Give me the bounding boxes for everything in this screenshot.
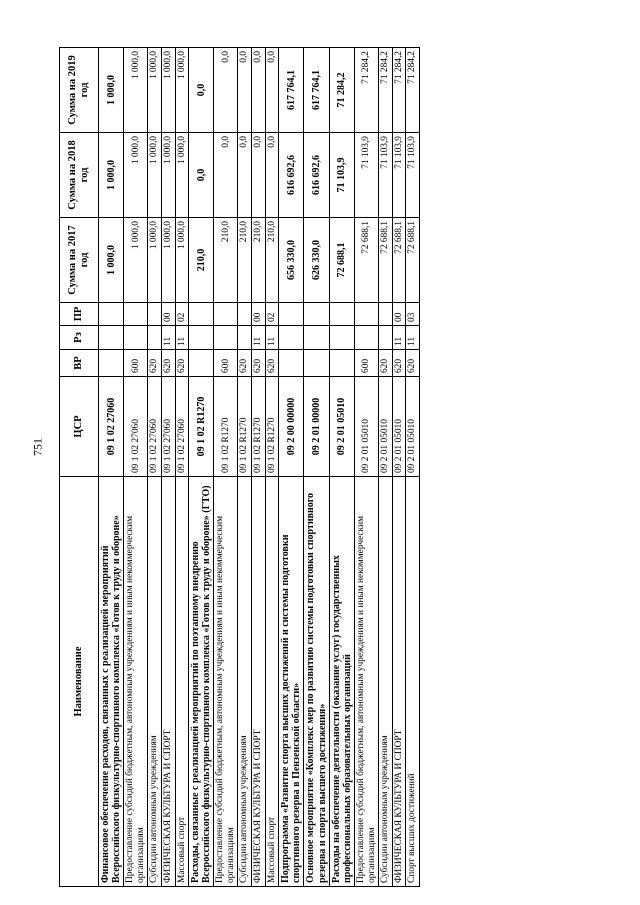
cell-csr: 09 2 01 05010 bbox=[355, 377, 379, 477]
cell-sum-2018: 1 000,0 bbox=[99, 133, 124, 218]
cell-name: Финансовое обеспечение расходов, связанных с реализацией мероприятий Всероссийского физкультурно-спортивного комплекса «Готов к труду и обороне» bbox=[99, 477, 124, 887]
cell-sum-2017: 72 688,1 bbox=[406, 218, 420, 303]
table-row bbox=[304, 48, 329, 887]
table-row bbox=[252, 48, 266, 887]
cell-rz bbox=[189, 326, 214, 350]
cell-rz bbox=[355, 326, 379, 350]
cell-sum-2017: 72 688,1 bbox=[329, 218, 354, 303]
cell-sum-2018: 1 000,0 bbox=[124, 133, 148, 218]
cell-pr: 02 bbox=[265, 303, 279, 326]
cell-sum-2019: 1 000,0 bbox=[175, 48, 189, 133]
cell-csr: 09 1 02 27060 bbox=[99, 377, 124, 477]
cell-csr: 09 1 02 R1270 bbox=[189, 377, 214, 477]
cell-sum-2017: 210,0 bbox=[189, 218, 214, 303]
table-row bbox=[189, 48, 214, 887]
table-row bbox=[406, 48, 420, 887]
cell-pr: 02 bbox=[175, 303, 189, 326]
cell-rz bbox=[329, 326, 354, 350]
cell-name: ФИЗИЧЕСКАЯ КУЛЬТУРА И СПОРТ bbox=[161, 477, 175, 887]
cell-sum-2018: 0,0 bbox=[252, 133, 266, 218]
cell-name: Предоставление субсидий бюджетным, автономным учреждениям и иным некоммерческим организациям bbox=[214, 477, 238, 887]
cell-rz: 11 bbox=[392, 326, 406, 350]
cell-pr bbox=[99, 303, 124, 326]
cell-sum-2018: 616 692,6 bbox=[279, 133, 304, 218]
cell-sum-2017: 72 688,1 bbox=[355, 218, 379, 303]
cell-sum-2018: 71 103,9 bbox=[392, 133, 406, 218]
table-row bbox=[329, 48, 354, 887]
cell-csr: 09 1 02 R1270 bbox=[252, 377, 266, 477]
cell-rz bbox=[304, 326, 329, 350]
cell-vr: 620 bbox=[379, 350, 393, 377]
cell-vr: 620 bbox=[148, 350, 162, 377]
cell-sum-2019: 0,0 bbox=[214, 48, 238, 133]
cell-sum-2019: 617 764,1 bbox=[279, 48, 304, 133]
cell-pr bbox=[279, 303, 304, 326]
cell-pr bbox=[124, 303, 148, 326]
table-row bbox=[279, 48, 304, 887]
cell-csr: 09 2 01 00000 bbox=[304, 377, 329, 477]
header-sum-2018: Сумма на 2018 год bbox=[60, 133, 99, 218]
cell-vr: 620 bbox=[406, 350, 420, 377]
cell-sum-2017: 626 330,0 bbox=[304, 218, 329, 303]
header-rz: Рз bbox=[60, 326, 99, 350]
cell-sum-2019: 71 284,2 bbox=[379, 48, 393, 133]
cell-name: Подпрограмма «Развитие спорта высших достижений и системы подготовки спортивного резерва в Пензенской области» bbox=[279, 477, 304, 887]
cell-sum-2018: 0,0 bbox=[214, 133, 238, 218]
cell-csr: 09 2 01 05010 bbox=[406, 377, 420, 477]
page-number: 751 bbox=[30, 438, 45, 456]
cell-rz bbox=[214, 326, 238, 350]
cell-name: Субсидии автономным учреждениям bbox=[148, 477, 162, 887]
cell-rz: 11 bbox=[265, 326, 279, 350]
cell-pr: 00 bbox=[161, 303, 175, 326]
cell-vr: 620 bbox=[252, 350, 266, 377]
table-row bbox=[238, 48, 252, 887]
cell-csr: 09 2 01 05010 bbox=[329, 377, 354, 477]
cell-pr bbox=[189, 303, 214, 326]
cell-sum-2017: 1 000,0 bbox=[124, 218, 148, 303]
cell-sum-2018: 616 692,6 bbox=[304, 133, 329, 218]
cell-csr: 09 1 02 27060 bbox=[148, 377, 162, 477]
table-row bbox=[392, 48, 406, 887]
table-row bbox=[214, 48, 238, 887]
table-row bbox=[175, 48, 189, 887]
cell-sum-2018: 71 103,9 bbox=[329, 133, 354, 218]
cell-rz: 11 bbox=[175, 326, 189, 350]
table-row bbox=[355, 48, 379, 887]
cell-vr bbox=[99, 350, 124, 377]
table-body bbox=[99, 48, 420, 887]
table-row bbox=[265, 48, 279, 887]
cell-rz: 11 bbox=[252, 326, 266, 350]
cell-vr: 620 bbox=[265, 350, 279, 377]
table-row bbox=[379, 48, 393, 887]
cell-name: Субсидии автономным учреждениям bbox=[379, 477, 393, 887]
cell-vr: 620 bbox=[175, 350, 189, 377]
cell-pr bbox=[238, 303, 252, 326]
header-name: Наименование bbox=[60, 477, 99, 887]
cell-pr: 00 bbox=[392, 303, 406, 326]
cell-sum-2017: 210,0 bbox=[252, 218, 266, 303]
cell-name: Предоставление субсидий бюджетным, автономным учреждениям и иным некоммерческим организациям bbox=[355, 477, 379, 887]
table-row bbox=[99, 48, 124, 887]
budget-table bbox=[59, 47, 420, 887]
cell-name: Расходы, связанные с реализацией мероприятий по поэтапному внедрению Всероссийского физкультурно-спортивного комплекса «Готов к труду и обороне» (ГТО) bbox=[189, 477, 214, 887]
cell-sum-2019: 71 284,2 bbox=[392, 48, 406, 133]
cell-name: Предоставление субсидий бюджетным, автономным учреждениям и иным некоммерческим организациям bbox=[124, 477, 148, 887]
cell-csr: 09 1 02 R1270 bbox=[214, 377, 238, 477]
table-row bbox=[161, 48, 175, 887]
cell-sum-2018: 1 000,0 bbox=[175, 133, 189, 218]
cell-name: ФИЗИЧЕСКАЯ КУЛЬТУРА И СПОРТ bbox=[252, 477, 266, 887]
rotated-page-content bbox=[59, 49, 579, 887]
cell-sum-2017: 72 688,1 bbox=[379, 218, 393, 303]
cell-pr bbox=[355, 303, 379, 326]
cell-sum-2019: 617 764,1 bbox=[304, 48, 329, 133]
cell-pr bbox=[148, 303, 162, 326]
cell-pr bbox=[329, 303, 354, 326]
cell-sum-2017: 1 000,0 bbox=[148, 218, 162, 303]
cell-sum-2017: 72 688,1 bbox=[392, 218, 406, 303]
cell-sum-2019: 0,0 bbox=[252, 48, 266, 133]
cell-rz bbox=[124, 326, 148, 350]
cell-sum-2017: 210,0 bbox=[238, 218, 252, 303]
cell-sum-2017: 1 000,0 bbox=[175, 218, 189, 303]
cell-rz bbox=[379, 326, 393, 350]
cell-name: ФИЗИЧЕСКАЯ КУЛЬТУРА И СПОРТ bbox=[392, 477, 406, 887]
cell-pr: 03 bbox=[406, 303, 420, 326]
cell-vr: 600 bbox=[124, 350, 148, 377]
header-sum-2017: Сумма на 2017 год bbox=[60, 218, 99, 303]
cell-csr: 09 2 01 05010 bbox=[392, 377, 406, 477]
cell-name: Массовый спорт bbox=[175, 477, 189, 887]
cell-csr: 09 2 00 00000 bbox=[279, 377, 304, 477]
cell-sum-2019: 1 000,0 bbox=[99, 48, 124, 133]
cell-sum-2019: 71 284,2 bbox=[406, 48, 420, 133]
cell-name: Субсидии автономным учреждениям bbox=[238, 477, 252, 887]
cell-pr bbox=[304, 303, 329, 326]
table-row bbox=[124, 48, 148, 887]
cell-csr: 09 1 02 27060 bbox=[161, 377, 175, 477]
cell-sum-2017: 210,0 bbox=[265, 218, 279, 303]
cell-sum-2019: 0,0 bbox=[189, 48, 214, 133]
cell-csr: 09 1 02 27060 bbox=[124, 377, 148, 477]
cell-sum-2017: 1 000,0 bbox=[161, 218, 175, 303]
cell-sum-2018: 0,0 bbox=[238, 133, 252, 218]
cell-sum-2018: 0,0 bbox=[265, 133, 279, 218]
cell-sum-2019: 1 000,0 bbox=[124, 48, 148, 133]
cell-vr bbox=[329, 350, 354, 377]
cell-pr bbox=[379, 303, 393, 326]
cell-sum-2019: 0,0 bbox=[265, 48, 279, 133]
cell-pr: 00 bbox=[252, 303, 266, 326]
cell-sum-2017: 1 000,0 bbox=[99, 218, 124, 303]
cell-vr: 620 bbox=[161, 350, 175, 377]
cell-rz bbox=[148, 326, 162, 350]
cell-csr: 09 1 02 27060 bbox=[175, 377, 189, 477]
cell-rz bbox=[279, 326, 304, 350]
table-header-row bbox=[60, 48, 99, 887]
cell-rz bbox=[99, 326, 124, 350]
cell-sum-2017: 210,0 bbox=[214, 218, 238, 303]
cell-csr: 09 2 01 05010 bbox=[379, 377, 393, 477]
cell-sum-2018: 71 103,9 bbox=[355, 133, 379, 218]
cell-vr bbox=[189, 350, 214, 377]
cell-sum-2018: 1 000,0 bbox=[161, 133, 175, 218]
cell-rz bbox=[238, 326, 252, 350]
cell-vr: 600 bbox=[355, 350, 379, 377]
cell-sum-2019: 0,0 bbox=[238, 48, 252, 133]
table-row bbox=[148, 48, 162, 887]
cell-name: Массовый спорт bbox=[265, 477, 279, 887]
cell-vr bbox=[304, 350, 329, 377]
cell-rz: 11 bbox=[406, 326, 420, 350]
header-sum-2019: Сумма на 2019 год bbox=[60, 48, 99, 133]
cell-csr: 09 1 02 R1270 bbox=[265, 377, 279, 477]
cell-pr bbox=[214, 303, 238, 326]
cell-sum-2018: 0,0 bbox=[189, 133, 214, 218]
cell-sum-2019: 71 284,2 bbox=[329, 48, 354, 133]
cell-rz: 11 bbox=[161, 326, 175, 350]
cell-sum-2018: 1 000,0 bbox=[148, 133, 162, 218]
cell-name: Расходы на обеспечение деятельности (оказание услуг) государственных профессиональных образовательных организаций bbox=[329, 477, 354, 887]
cell-vr: 600 bbox=[214, 350, 238, 377]
header-vr: ВР bbox=[60, 350, 99, 377]
cell-sum-2018: 71 103,9 bbox=[379, 133, 393, 218]
cell-sum-2019: 1 000,0 bbox=[148, 48, 162, 133]
cell-name: Основное мероприятие «Комплекс мер по развитию системы подготовки спортивного резерва и спорта высшего достижения» bbox=[304, 477, 329, 887]
cell-sum-2018: 71 103,9 bbox=[406, 133, 420, 218]
cell-csr: 09 1 02 R1270 bbox=[238, 377, 252, 477]
cell-sum-2017: 656 330,0 bbox=[279, 218, 304, 303]
cell-vr bbox=[279, 350, 304, 377]
cell-name: Спорт высших достижений bbox=[406, 477, 420, 887]
cell-sum-2019: 1 000,0 bbox=[161, 48, 175, 133]
cell-vr: 620 bbox=[238, 350, 252, 377]
header-pr: ПР bbox=[60, 303, 99, 326]
cell-sum-2019: 71 284,2 bbox=[355, 48, 379, 133]
cell-vr: 620 bbox=[392, 350, 406, 377]
header-csr: ЦСР bbox=[60, 377, 99, 477]
